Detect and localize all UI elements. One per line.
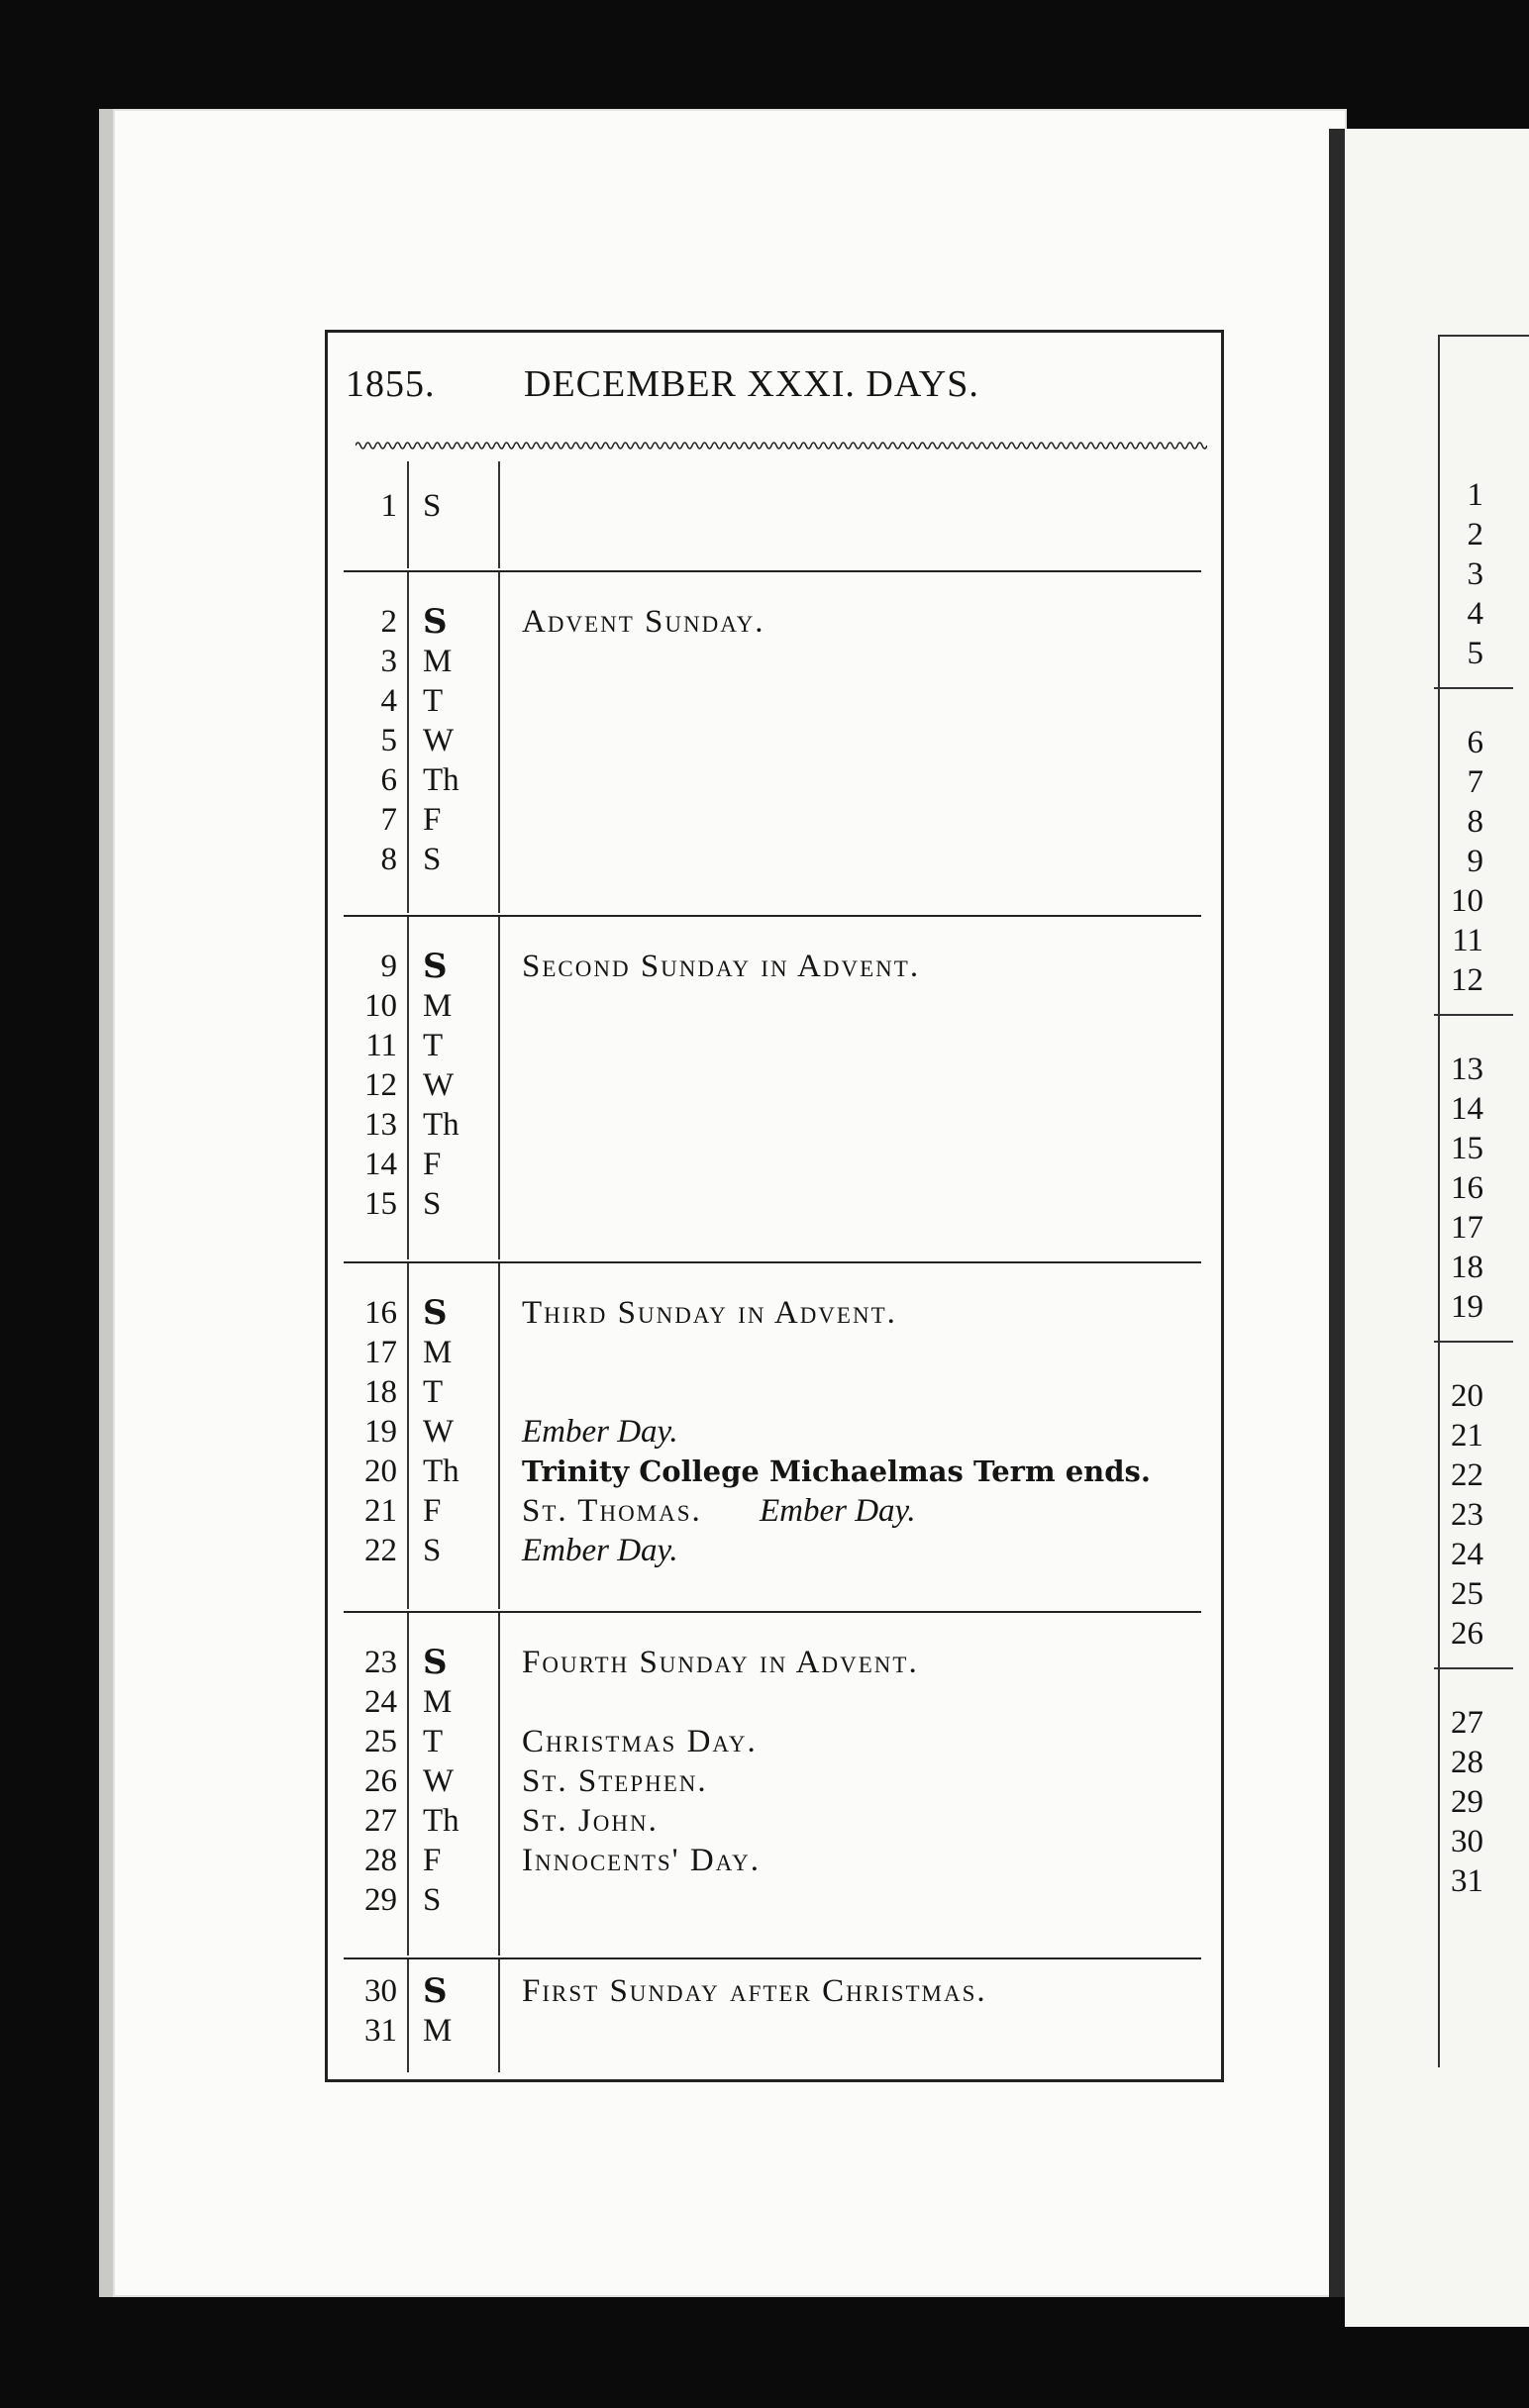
calendar-row <box>344 1643 1201 1682</box>
weekday-letter: M <box>423 1335 453 1370</box>
calendar-row <box>344 1333 1201 1372</box>
day-number: 12 <box>364 1067 397 1103</box>
next-page <box>1345 129 1529 2327</box>
calendar-row <box>344 1293 1201 1333</box>
weekday-letter: M <box>423 644 453 679</box>
week-block <box>344 1613 1201 1959</box>
day-number: 1 <box>380 488 397 524</box>
day-number: 28 <box>364 1843 397 1878</box>
day-number: 8 <box>380 842 397 877</box>
next-page-day-number: 15 <box>1451 1131 1483 1166</box>
calendar-row <box>344 1801 1201 1841</box>
calendar-row <box>344 721 1201 760</box>
next-page-week-rule <box>1434 1014 1513 1016</box>
calendar-row <box>344 1971 1201 2011</box>
calendar-row <box>344 602 1201 642</box>
day-number: 31 <box>364 2013 397 2049</box>
calendar-row <box>344 1026 1201 1065</box>
next-page-day-number: 18 <box>1451 1250 1483 1285</box>
day-number: 27 <box>364 1803 397 1839</box>
weekday-letter: S <box>423 602 448 642</box>
day-number: 25 <box>364 1724 397 1759</box>
calendar-frame <box>325 330 1224 2082</box>
week-block <box>344 1959 1201 2076</box>
weekday-letter: W <box>423 1067 455 1103</box>
weekday-letter: T <box>423 1374 444 1410</box>
day-event: First Sunday after Christmas. <box>522 1973 987 2009</box>
day-number: 10 <box>364 988 397 1024</box>
day-number: 3 <box>380 644 397 679</box>
day-number: 23 <box>364 1645 397 1680</box>
next-page-day-number: 2 <box>1467 517 1483 552</box>
next-page-week-rule <box>1434 1667 1513 1669</box>
day-event: St. Thomas. <box>522 1493 702 1529</box>
next-page-day-number: 4 <box>1467 596 1483 632</box>
week-block <box>344 917 1201 1263</box>
next-page-day-number: 11 <box>1452 923 1483 958</box>
calendar-row <box>344 1105 1201 1145</box>
day-number: 14 <box>364 1147 397 1182</box>
next-page-left-rule <box>1438 335 1440 2067</box>
day-number: 2 <box>380 604 397 640</box>
week-block <box>344 461 1201 572</box>
next-page-day-number: 29 <box>1451 1784 1483 1820</box>
day-number: 11 <box>365 1028 397 1063</box>
day-number: 15 <box>364 1186 397 1222</box>
calendar-row <box>344 1372 1201 1412</box>
day-event: St. John. <box>522 1803 659 1839</box>
day-event: Trinity College Michaelmas Term ends. <box>522 1455 1151 1488</box>
calendar-row <box>344 1145 1201 1184</box>
day-event: Second Sunday in Advent. <box>522 949 921 984</box>
weekday-letter: S <box>423 1186 442 1222</box>
day-number: 13 <box>364 1107 397 1143</box>
day-number: 9 <box>380 949 397 984</box>
weekday-letter: S <box>423 1293 448 1333</box>
next-page-day-number: 27 <box>1451 1705 1483 1741</box>
day-event: Christmas Day. <box>522 1724 758 1759</box>
day-event: Ember Day. <box>522 1533 678 1568</box>
weekday-letter: F <box>423 1147 442 1182</box>
day-number: 19 <box>364 1414 397 1450</box>
next-page-day-number: 10 <box>1451 883 1483 919</box>
day-event: Third Sunday in Advent. <box>522 1295 897 1331</box>
day-number: 18 <box>364 1374 397 1410</box>
next-page-day-number: 6 <box>1467 725 1483 760</box>
next-page-day-number: 26 <box>1451 1616 1483 1652</box>
next-page-day-number: 1 <box>1467 477 1483 513</box>
next-page-day-number: 23 <box>1451 1497 1483 1533</box>
week-block <box>344 1263 1201 1613</box>
day-number: 26 <box>364 1763 397 1799</box>
weekday-letter: S <box>423 947 448 986</box>
day-number: 5 <box>380 723 397 758</box>
day-number: 24 <box>364 1684 397 1720</box>
weekday-letter: S <box>423 842 442 877</box>
next-page-day-number: 3 <box>1467 556 1483 592</box>
calendar-row <box>344 1682 1201 1722</box>
week-block <box>344 572 1201 917</box>
weekday-letter: Th <box>423 1107 459 1143</box>
calendar-row <box>344 1722 1201 1761</box>
weekday-letter: F <box>423 802 442 838</box>
next-page-day-number: 21 <box>1451 1418 1483 1454</box>
calendar-row <box>344 947 1201 986</box>
weekday-letter: T <box>423 683 444 719</box>
calendar-header <box>346 362 1197 422</box>
next-page-day-number: 30 <box>1451 1824 1483 1859</box>
day-number: 29 <box>364 1882 397 1918</box>
day-event: Ember Day. <box>522 1414 678 1450</box>
calendar-row <box>344 1184 1201 1224</box>
calendar-row <box>344 1491 1201 1531</box>
weekday-letter: Th <box>423 1454 459 1489</box>
weekday-letter: S <box>423 1643 448 1682</box>
next-page-day-number: 20 <box>1451 1378 1483 1414</box>
calendar-row <box>344 800 1201 840</box>
calendar-row <box>344 1880 1201 1920</box>
next-page-week-rule <box>1434 1341 1513 1343</box>
calendar-row <box>344 760 1201 800</box>
next-page-day-number: 19 <box>1451 1289 1483 1325</box>
next-page-day-number: 12 <box>1451 962 1483 998</box>
day-event: Advent Sunday. <box>522 604 765 640</box>
day-number: 6 <box>380 762 397 798</box>
day-number: 7 <box>380 802 397 838</box>
next-page-day-number: 24 <box>1451 1537 1483 1572</box>
next-page-day-number: 14 <box>1451 1091 1483 1127</box>
weekday-letter: T <box>423 1028 444 1063</box>
calendar-row <box>344 986 1201 1026</box>
next-page-top-rule <box>1438 335 1529 337</box>
calendar-row <box>344 1412 1201 1452</box>
weekday-letter: Th <box>423 1803 459 1839</box>
calendar-row <box>344 681 1201 721</box>
next-page-day-number: 28 <box>1451 1745 1483 1780</box>
next-page-day-number: 8 <box>1467 804 1483 840</box>
next-page-day-number: 13 <box>1451 1052 1483 1087</box>
day-number: 17 <box>364 1335 397 1370</box>
calendar-row <box>344 840 1201 879</box>
day-number: 30 <box>364 1973 397 2009</box>
next-page-day-number: 31 <box>1451 1863 1483 1899</box>
calendar-row <box>344 1761 1201 1801</box>
next-page-day-number: 5 <box>1467 636 1483 671</box>
weekday-letter: F <box>423 1493 442 1529</box>
book-gutter <box>1329 129 1345 2297</box>
day-number: 4 <box>380 683 397 719</box>
day-number: 21 <box>364 1493 397 1529</box>
calendar-title: DECEMBER XXXI. DAYS. <box>524 363 979 405</box>
wavy-divider <box>356 440 1207 452</box>
next-page-day-number: 17 <box>1451 1210 1483 1246</box>
weekday-letter: W <box>423 1414 455 1450</box>
calendar-row <box>344 1531 1201 1570</box>
day-number: 20 <box>364 1454 397 1489</box>
day-number: 22 <box>364 1533 397 1568</box>
weekday-letter: M <box>423 988 453 1024</box>
calendar-row <box>344 642 1201 681</box>
next-page-day-number: 16 <box>1451 1170 1483 1206</box>
weekday-letter: S <box>423 488 442 524</box>
weekday-letter: M <box>423 1684 453 1720</box>
next-page-week-rule <box>1434 687 1513 689</box>
calendar-row <box>344 1452 1201 1491</box>
day-number: 16 <box>364 1295 397 1331</box>
weekday-letter: T <box>423 1724 444 1759</box>
day-event: Fourth Sunday in Advent. <box>522 1645 919 1680</box>
next-page-day-number: 22 <box>1451 1457 1483 1493</box>
next-page-day-number: 9 <box>1467 844 1483 879</box>
calendar-year: 1855. <box>346 363 436 405</box>
calendar-row <box>344 1841 1201 1880</box>
next-page-day-number: 7 <box>1467 764 1483 800</box>
weekday-letter: S <box>423 1533 442 1568</box>
weekday-letter: M <box>423 2013 453 2049</box>
weekday-letter: Th <box>423 762 459 798</box>
weekday-letter: F <box>423 1843 442 1878</box>
weekday-letter: S <box>423 1971 448 2011</box>
calendar-row <box>344 1065 1201 1105</box>
day-event-secondary: Ember Day. <box>760 1493 916 1529</box>
weekday-letter: W <box>423 723 455 758</box>
day-event: Innocents' Day. <box>522 1843 762 1878</box>
next-page-day-number: 25 <box>1451 1576 1483 1612</box>
weekday-letter: W <box>423 1763 455 1799</box>
calendar-row <box>344 486 1201 526</box>
calendar-row <box>344 2011 1201 2051</box>
day-event: St. Stephen. <box>522 1763 708 1799</box>
weekday-letter: S <box>423 1882 442 1918</box>
